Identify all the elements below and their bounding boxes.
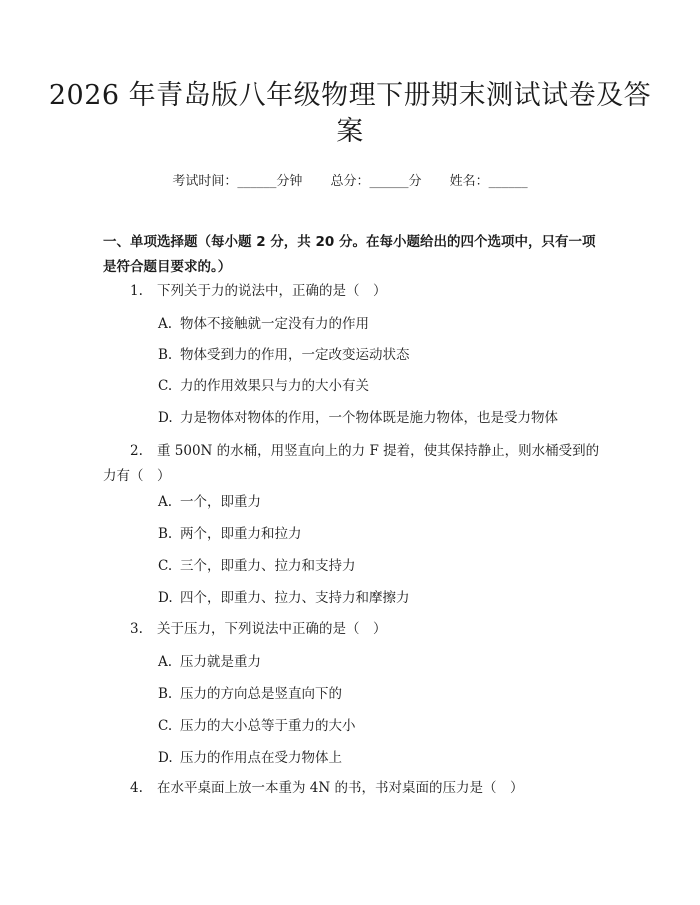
option-letter: A. [158, 494, 173, 510]
option-text: 三个，即重力、拉力和支持力 [180, 558, 356, 574]
question-text: 关于压力，下列说法中正确的是（ ） [157, 621, 387, 637]
question-3-option-c [158, 716, 356, 736]
section-heading: 一、单项选择题（每小题 2 分，共 20 分。在每小题给出的四个选项中，只有一项是符合题目要求的。） [103, 234, 596, 275]
name-blank: ______ [488, 174, 528, 189]
score-blank: ______ [369, 174, 409, 189]
option-text: 四个，即重力、拉力、支持力和摩擦力 [180, 590, 410, 606]
time-blank: ______ [237, 174, 277, 189]
option-text: 物体不接触就一定没有力的作用 [180, 316, 369, 332]
option-text: 压力的大小总等于重力的大小 [180, 718, 356, 734]
option-text: 力的作用效果只与力的大小有关 [180, 378, 369, 394]
option-text: 压力的作用点在受力物体上 [180, 750, 342, 766]
student-name [450, 174, 528, 189]
exam-info-line [0, 170, 700, 189]
option-letter: A. [158, 316, 173, 332]
option-text: 压力的方向总是竖直向下的 [180, 686, 342, 702]
question-number: 1. [130, 283, 143, 299]
page-title: 2026 年青岛版八年级物理下册期末测试试卷及答案 [48, 80, 652, 147]
question-2-option-c [158, 556, 356, 576]
question-text: 下列关于力的说法中，正确的是（ ） [157, 283, 387, 299]
option-text: 力是物体对物体的作用，一个物体既是施力物体，也是受力物体 [180, 410, 558, 426]
score-label: 总分： [330, 174, 370, 189]
question-text: 在水平桌面上放一本重为 4N 的书，书对桌面的压力是（ ） [157, 780, 524, 796]
option-letter: D. [158, 410, 173, 426]
question-3-option-b [158, 684, 342, 704]
option-text: 两个，即重力和拉力 [180, 526, 302, 542]
option-letter: D. [158, 750, 173, 766]
option-text: 物体受到力的作用，一定改变运动状态 [180, 347, 410, 363]
question-2-option-b [158, 524, 302, 544]
option-letter: C. [158, 378, 173, 394]
option-text: 一个，即重力 [180, 494, 261, 510]
question-1 [130, 279, 600, 304]
question-4 [130, 776, 600, 801]
question-2 [103, 439, 600, 489]
option-letter: B. [158, 347, 173, 363]
option-letter: D. [158, 590, 173, 606]
question-3 [130, 617, 600, 642]
question-1-option-a [158, 314, 369, 334]
question-1-option-c [158, 376, 369, 396]
question-2-option-a [158, 492, 261, 512]
question-3-option-d [158, 748, 342, 768]
option-letter: A. [158, 654, 173, 670]
total-score [330, 174, 421, 189]
option-letter: C. [158, 718, 173, 734]
question-text: 重 500N 的水桶，用竖直向上的力 F 提着，使其保持静止，则水桶受到的力有（ ） [103, 443, 600, 484]
score-unit: 分 [408, 174, 422, 189]
question-number: 2. [130, 443, 143, 459]
name-label: 姓名： [449, 174, 489, 189]
question-3-option-a [158, 652, 261, 672]
question-1-option-b [158, 345, 410, 365]
question-number: 4. [130, 780, 143, 796]
question-1-option-d [158, 408, 558, 428]
time-unit: 分钟 [276, 174, 303, 189]
option-letter: B. [158, 686, 173, 702]
option-letter: C. [158, 558, 173, 574]
question-2-option-d [158, 588, 410, 608]
time-label: 考试时间： [172, 174, 238, 189]
option-text: 压力就是重力 [180, 654, 261, 670]
question-number: 3. [130, 621, 143, 637]
exam-time [172, 174, 302, 189]
option-letter: B. [158, 526, 173, 542]
